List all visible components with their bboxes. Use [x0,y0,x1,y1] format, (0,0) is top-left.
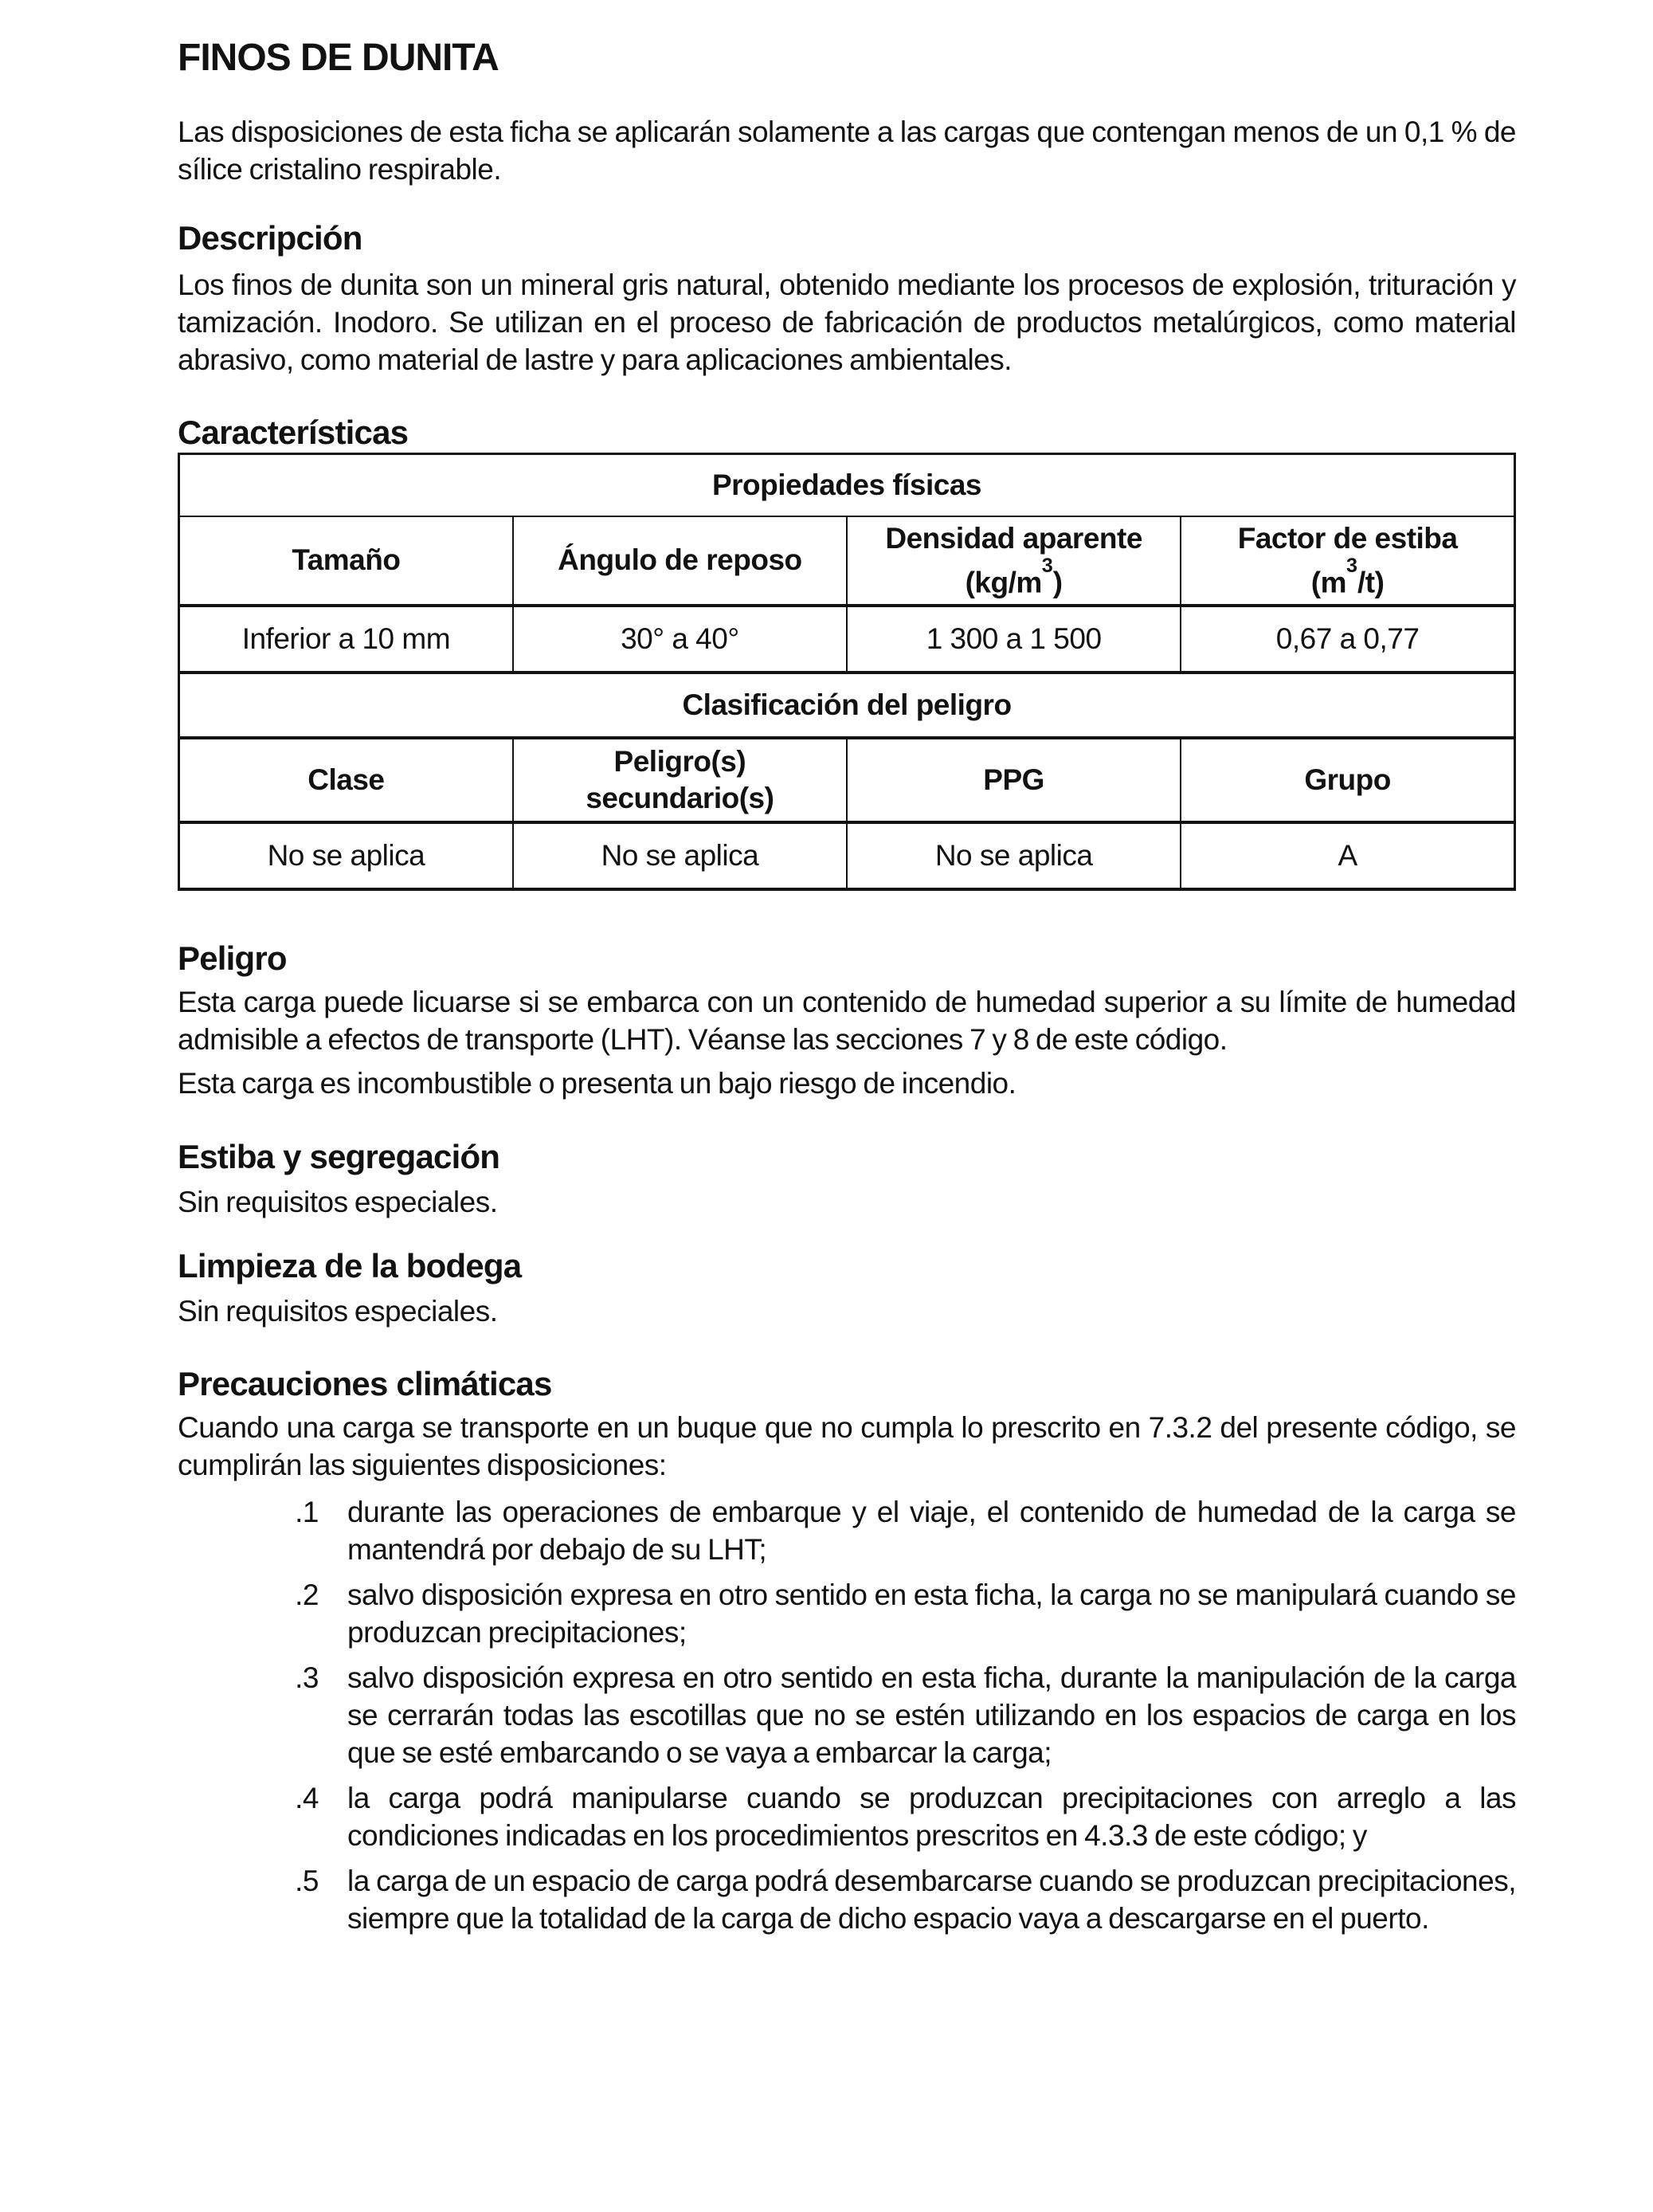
factor-header-superscript: 3 [1346,555,1358,578]
list-item [178,1862,1516,1937]
densidad-header-unit-pre: (kg/m [965,565,1042,598]
intro-paragraph: Las disposiciones de esta ficha se aplicarán solamente a las cargas que contengan menos de un 0,1 % de sílice cristalino respirable. [178,116,1516,186]
peligro-paragraph-1: Esta carga puede licuarse si se embarca con un contenido de humedad superior a su límite de humedad admisible a efectos de transporte (LHT). Véanse las secciones 7 y 8 de este código. [178,985,1516,1056]
densidad-header-line1: Densidad aparente [885,521,1142,555]
cell-angulo-value: 30° a 40° [513,606,847,673]
list-item-text: la carga de un espacio de carga podrá desembarcarse cuando se produzcan precipitaciones, siempre que la totalidad de la carga de dicho espacio vaya a descargarse en el puerto. [347,1864,1516,1935]
list-item-text: la carga podrá manipularse cuando se produzcan precipitaciones con arreglo a las condiciones indicadas en los procedimientos prescritos en 4.3.3 de este código; y [347,1781,1516,1852]
cell-ppg-value: No se aplica [847,822,1181,889]
list-item [178,1779,1516,1854]
list-item-number: .5 [295,1864,319,1897]
table-section-header-clasificacion-del-peligro: Clasificación del peligro [179,673,1515,738]
column-header-peligros-secundarios [513,738,847,822]
list-item [178,1493,1516,1568]
section-heading-peligro: Peligro [178,939,287,977]
peligros-header-line2: secundario(s) [586,781,774,814]
cell-densidad-value: 1 300 a 1 500 [847,606,1181,673]
list-item-text: durante las operaciones de embarque y el viaje, el contenido de humedad de la carga se mantendrá por debajo de su LHT; [347,1495,1516,1566]
column-header-clase: Clase [179,738,513,822]
column-header-tamano: Tamaño [179,516,513,606]
limpieza-paragraph: Sin requisitos especiales. [178,1294,498,1328]
column-header-grupo: Grupo [1181,738,1514,822]
peligro-paragraph-2: Esta carga es incombustible o presenta un bajo riesgo de incendio. [178,1066,1016,1100]
descripcion-paragraph: Los finos de dunita son un mineral gris natural, obtenido mediante los procesos de explosión, trituración y tamización. Inodoro. Se utilizan en el proceso de fabricación de productos metalúrgicos, como material abrasivo, como material de lastre y para aplicaciones ambientales. [178,269,1516,376]
characteristics-table [178,453,1516,891]
cell-tamano-value: Inferior a 10 mm [179,606,513,673]
list-item [178,1576,1516,1651]
column-header-densidad-aparente [847,516,1181,606]
factor-header-unit-post: /t) [1357,565,1385,598]
precauciones-intro-paragraph: Cuando una carga se transporte en un buque que no cumpla lo prescrito en 7.3.2 del presente código, se cumplirán las siguientes disposiciones: [178,1410,1516,1481]
page-title: FINOS DE DUNITA [178,37,499,79]
densidad-header-superscript: 3 [1041,555,1053,578]
list-item-number: .4 [295,1781,319,1814]
estiba-paragraph: Sin requisitos especiales. [178,1185,498,1218]
section-heading-limpieza-de-la-bodega: Limpieza de la bodega [178,1246,522,1284]
peligros-header-line1: Peligro(s) [613,744,746,778]
column-header-angulo-de-reposo: Ángulo de reposo [513,516,847,606]
factor-header-line1: Factor de estiba [1237,521,1458,555]
list-item [178,1659,1516,1771]
section-heading-estiba-y-segregacion: Estiba y segregación [178,1137,500,1175]
table-section-header-propiedades-fisicas: Propiedades físicas [179,454,1515,516]
cell-clase-value: No se aplica [179,822,513,889]
list-item-number: .3 [295,1661,319,1694]
column-header-ppg: PPG [847,738,1181,822]
section-heading-precauciones-climaticas: Precauciones climáticas [178,1364,552,1402]
list-item-text: salvo disposición expresa en otro sentido en esta ficha, durante la manipulación de la carga se cerrarán todas las escotillas que no se estén utilizando en los espacios de carga en los que se esté embarcando o se vaya a embarcar la carga; [347,1661,1516,1769]
list-item-text: salvo disposición expresa en otro sentido en esta ficha, la carga no se manipulará cuando se produzcan precipitaciones; [347,1578,1516,1649]
cell-peligro-secundario-value: No se aplica [513,822,847,889]
list-item-number: .2 [295,1578,319,1611]
section-heading-caracteristicas: Características [178,414,409,451]
factor-header-unit-pre: (m [1310,565,1347,598]
densidad-header-unit-post: ) [1052,565,1063,598]
list-item-number: .1 [295,1495,319,1528]
column-header-factor-de-estiba [1181,516,1514,606]
cell-grupo-value: A [1181,822,1514,889]
cell-factor-value: 0,67 a 0,77 [1181,606,1514,673]
precauciones-list [178,1493,1516,1937]
section-heading-descripcion: Descripción [178,219,362,257]
